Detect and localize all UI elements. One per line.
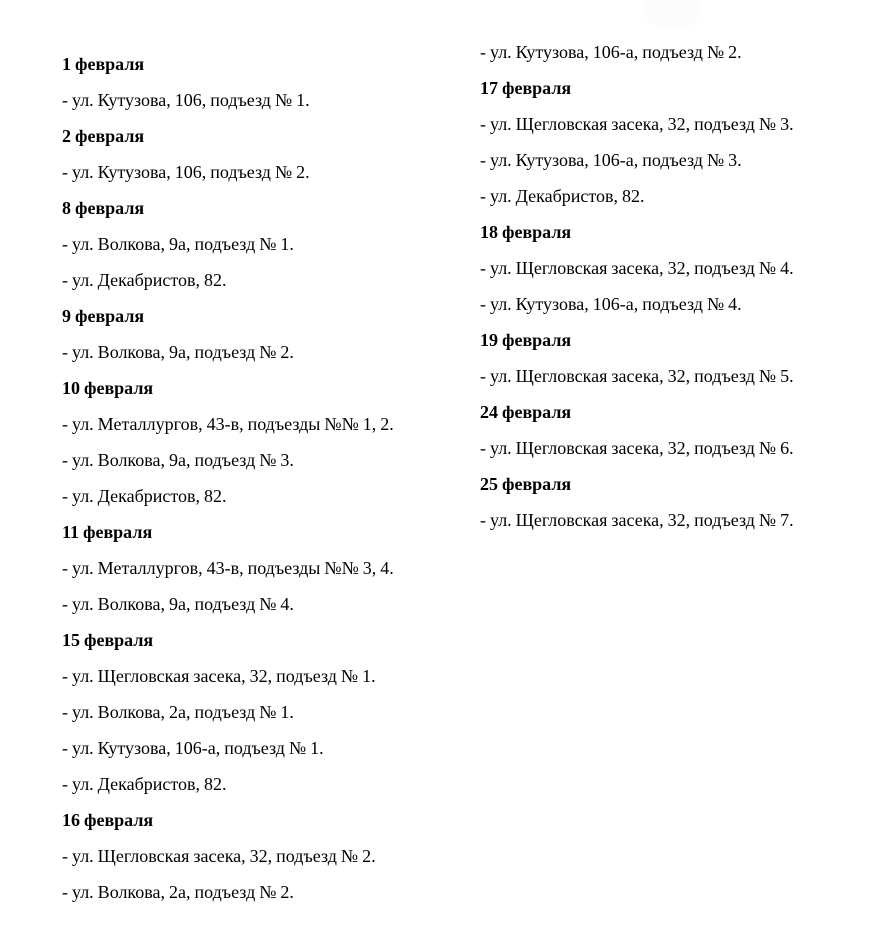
date-heading: 9 февраля (62, 306, 145, 326)
date-heading: 24 февраля (480, 402, 572, 422)
date-heading: 25 февраля (480, 474, 572, 494)
date-heading: 8 февраля (62, 198, 145, 218)
address-line: - ул. Металлургов, 43-в, подъезды №№ 1, 2. (62, 414, 394, 434)
address-line: - ул. Декабристов, 82. (480, 186, 645, 206)
date-heading: 17 февраля (480, 78, 572, 98)
address-line: - ул. Щегловская засека, 32, подъезд № 3. (480, 114, 794, 134)
address-line: - ул. Волкова, 9а, подъезд № 2. (62, 342, 294, 362)
address-line: - ул. Щегловская засека, 32, подъезд № 5. (480, 366, 794, 386)
address-line: - ул. Волкова, 2а, подъезд № 1. (62, 702, 294, 722)
address-line: - ул. Декабристов, 82. (62, 486, 227, 506)
date-heading: 2 февраля (62, 126, 145, 146)
date-heading: 19 февраля (480, 330, 572, 350)
address-line: - ул. Металлургов, 43-в, подъезды №№ 3, 4. (62, 558, 394, 578)
address-line: - ул. Кутузова, 106-а, подъезд № 4. (480, 294, 742, 314)
date-heading: 18 февраля (480, 222, 572, 242)
address-line: - ул. Щегловская засека, 32, подъезд № 7. (480, 510, 794, 530)
date-heading: 11 февраля (62, 522, 153, 542)
address-line: - ул. Кутузова, 106-а, подъезд № 2. (480, 42, 742, 62)
address-line: - ул. Щегловская засека, 32, подъезд № 4. (480, 258, 794, 278)
date-heading: 1 февраля (62, 54, 145, 74)
address-line: - ул. Волкова, 9а, подъезд № 3. (62, 450, 294, 470)
address-line: - ул. Кутузова, 106, подъезд № 1. (62, 90, 310, 110)
address-line: - ул. Волкова, 2а, подъезд № 2. (62, 882, 294, 902)
address-line: - ул. Декабристов, 82. (62, 270, 227, 290)
address-line: - ул. Щегловская засека, 32, подъезд № 2. (62, 846, 376, 866)
schedule-column-left (62, 46, 394, 910)
address-line: - ул. Волкова, 9а, подъезд № 1. (62, 234, 294, 254)
address-line: - ул. Щегловская засека, 32, подъезд № 1. (62, 666, 376, 686)
address-line: - ул. Кутузова, 106, подъезд № 2. (62, 162, 310, 182)
page-smudge-artifact (645, 0, 700, 26)
address-line: - ул. Декабристов, 82. (62, 774, 227, 794)
schedule-column-right (480, 34, 794, 538)
address-line: - ул. Кутузова, 106-а, подъезд № 3. (480, 150, 742, 170)
date-heading: 15 февраля (62, 630, 154, 650)
date-heading: 10 февраля (62, 378, 154, 398)
address-line: - ул. Волкова, 9а, подъезд № 4. (62, 594, 294, 614)
address-line: - ул. Щегловская засека, 32, подъезд № 6. (480, 438, 794, 458)
address-line: - ул. Кутузова, 106-а, подъезд № 1. (62, 738, 324, 758)
date-heading: 16 февраля (62, 810, 154, 830)
